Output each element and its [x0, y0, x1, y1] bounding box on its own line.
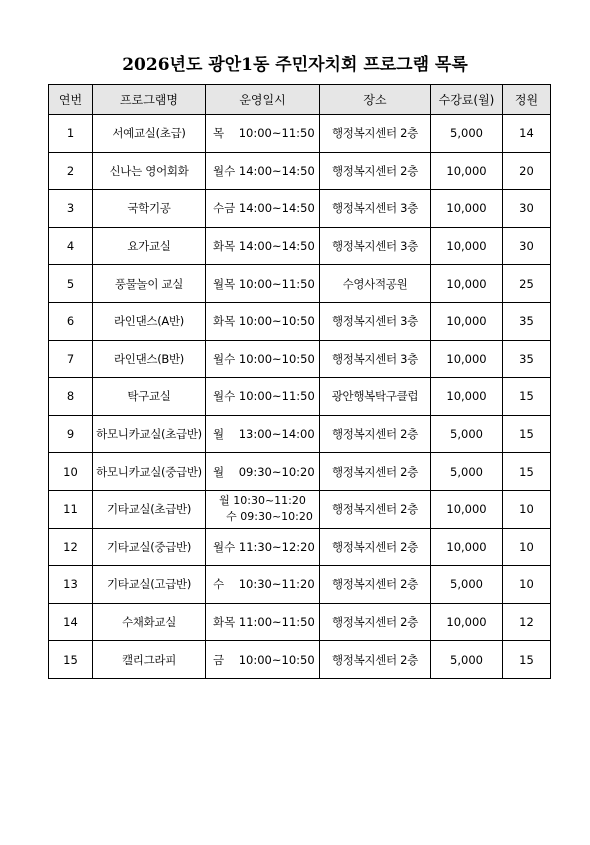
schedule-cell: 월 13:00~14:00 [206, 415, 320, 453]
table-row [49, 453, 551, 491]
schedule-cell [206, 490, 320, 528]
schedule-cell: 목 10:00~11:50 [206, 115, 320, 153]
table-row [49, 566, 551, 604]
program-name-cell: 기타교실(중급반) [93, 528, 206, 566]
schedule-cell: 화목 11:00~11:50 [206, 603, 320, 641]
table-body [49, 115, 551, 679]
place-cell: 행정복지센터 3층 [320, 340, 431, 378]
place-cell: 수영사적공원 [320, 265, 431, 303]
schedule-cell: 월수 11:30~12:20 [206, 528, 320, 566]
header-capacity: 정원 [503, 85, 551, 115]
no-cell: 8 [49, 378, 93, 416]
program-name-cell: 탁구교실 [93, 378, 206, 416]
capacity-cell: 12 [503, 603, 551, 641]
capacity-cell: 20 [503, 152, 551, 190]
place-cell: 행정복지센터 2층 [320, 603, 431, 641]
schedule-cell: 월목 10:00~11:50 [206, 265, 320, 303]
program-name-cell: 수채화교실 [93, 603, 206, 641]
program-name-cell: 하모니카교실(중급반) [93, 453, 206, 491]
schedule-cell: 월수 10:00~11:50 [206, 378, 320, 416]
fee-cell: 5,000 [431, 453, 503, 491]
program-name-cell: 하모니카교실(초급반) [93, 415, 206, 453]
place-cell: 행정복지센터 2층 [320, 490, 431, 528]
fee-cell: 5,000 [431, 115, 503, 153]
program-table [48, 84, 551, 679]
header-program-name: 프로그램명 [93, 85, 206, 115]
place-cell: 행정복지센터 2층 [320, 115, 431, 153]
fee-cell: 10,000 [431, 265, 503, 303]
schedule-cell: 화목 10:00~10:50 [206, 302, 320, 340]
place-cell: 행정복지센터 2층 [320, 453, 431, 491]
fee-cell: 10,000 [431, 340, 503, 378]
table-row [49, 227, 551, 265]
capacity-cell: 10 [503, 490, 551, 528]
capacity-cell: 10 [503, 528, 551, 566]
no-cell: 11 [49, 490, 93, 528]
fee-cell: 10,000 [431, 603, 503, 641]
capacity-cell: 14 [503, 115, 551, 153]
header-schedule: 운영일시 [206, 85, 320, 115]
program-name-cell: 라인댄스(B반) [93, 340, 206, 378]
program-name-cell: 캘리그라피 [93, 641, 206, 679]
table-row [49, 490, 551, 528]
table-row [49, 415, 551, 453]
capacity-cell: 30 [503, 190, 551, 228]
schedule-cell: 금 10:00~10:50 [206, 641, 320, 679]
schedule-cell: 수금 14:00~14:50 [206, 190, 320, 228]
table-row [49, 265, 551, 303]
capacity-cell: 15 [503, 641, 551, 679]
program-name-cell: 기타교실(초급반) [93, 490, 206, 528]
fee-cell: 10,000 [431, 190, 503, 228]
capacity-cell: 10 [503, 566, 551, 604]
program-name-cell: 라인댄스(A반) [93, 302, 206, 340]
no-cell: 5 [49, 265, 93, 303]
schedule-cell: 월수 14:00~14:50 [206, 152, 320, 190]
program-name-cell: 신나는 영어회화 [93, 152, 206, 190]
table-row [49, 302, 551, 340]
table-header-row [49, 85, 551, 115]
table-row [49, 190, 551, 228]
capacity-cell: 30 [503, 227, 551, 265]
place-cell: 행정복지센터 3층 [320, 302, 431, 340]
table-row [49, 641, 551, 679]
capacity-cell: 25 [503, 265, 551, 303]
fee-cell: 10,000 [431, 528, 503, 566]
program-name-cell: 요가교실 [93, 227, 206, 265]
schedule-cell: 월수 10:00~10:50 [206, 340, 320, 378]
fee-cell: 5,000 [431, 641, 503, 679]
table-row [49, 528, 551, 566]
no-cell: 12 [49, 528, 93, 566]
no-cell: 1 [49, 115, 93, 153]
place-cell: 행정복지센터 2층 [320, 415, 431, 453]
schedule-line: 수 09:30~10:20 [226, 510, 313, 524]
place-cell: 광안행복탁구클럽 [320, 378, 431, 416]
table-row [49, 603, 551, 641]
schedule-cell: 화목 14:00~14:50 [206, 227, 320, 265]
header-fee: 수강료(월) [431, 85, 503, 115]
fee-cell: 10,000 [431, 490, 503, 528]
page-title: 2026년도 광안1동 주민자치회 프로그램 목록 [122, 55, 468, 75]
no-cell: 7 [49, 340, 93, 378]
no-cell: 10 [49, 453, 93, 491]
program-name-cell: 기타교실(고급반) [93, 566, 206, 604]
table-row [49, 378, 551, 416]
fee-cell: 5,000 [431, 566, 503, 604]
no-cell: 6 [49, 302, 93, 340]
fee-cell: 10,000 [431, 378, 503, 416]
place-cell: 행정복지센터 2층 [320, 566, 431, 604]
place-cell: 행정복지센터 2층 [320, 641, 431, 679]
no-cell: 14 [49, 603, 93, 641]
program-name-cell: 풍물놀이 교실 [93, 265, 206, 303]
table-row [49, 340, 551, 378]
place-cell: 행정복지센터 2층 [320, 152, 431, 190]
place-cell: 행정복지센터 3층 [320, 190, 431, 228]
schedule-cell: 수 10:30~11:20 [206, 566, 320, 604]
capacity-cell: 35 [503, 340, 551, 378]
capacity-cell: 15 [503, 453, 551, 491]
schedule-cell: 월 09:30~10:20 [206, 453, 320, 491]
schedule-line: 월 10:30~11:20 [219, 494, 306, 508]
no-cell: 3 [49, 190, 93, 228]
no-cell: 2 [49, 152, 93, 190]
capacity-cell: 15 [503, 415, 551, 453]
place-cell: 행정복지센터 3층 [320, 227, 431, 265]
no-cell: 15 [49, 641, 93, 679]
fee-cell: 10,000 [431, 152, 503, 190]
fee-cell: 10,000 [431, 302, 503, 340]
place-cell: 행정복지센터 2층 [320, 528, 431, 566]
program-name-cell: 국학기공 [93, 190, 206, 228]
capacity-cell: 15 [503, 378, 551, 416]
no-cell: 4 [49, 227, 93, 265]
header-place: 장소 [320, 85, 431, 115]
table-row [49, 152, 551, 190]
no-cell: 9 [49, 415, 93, 453]
table-row [49, 115, 551, 153]
fee-cell: 10,000 [431, 227, 503, 265]
capacity-cell: 35 [503, 302, 551, 340]
fee-cell: 5,000 [431, 415, 503, 453]
program-name-cell: 서예교실(초급) [93, 115, 206, 153]
no-cell: 13 [49, 566, 93, 604]
header-no: 연번 [49, 85, 93, 115]
